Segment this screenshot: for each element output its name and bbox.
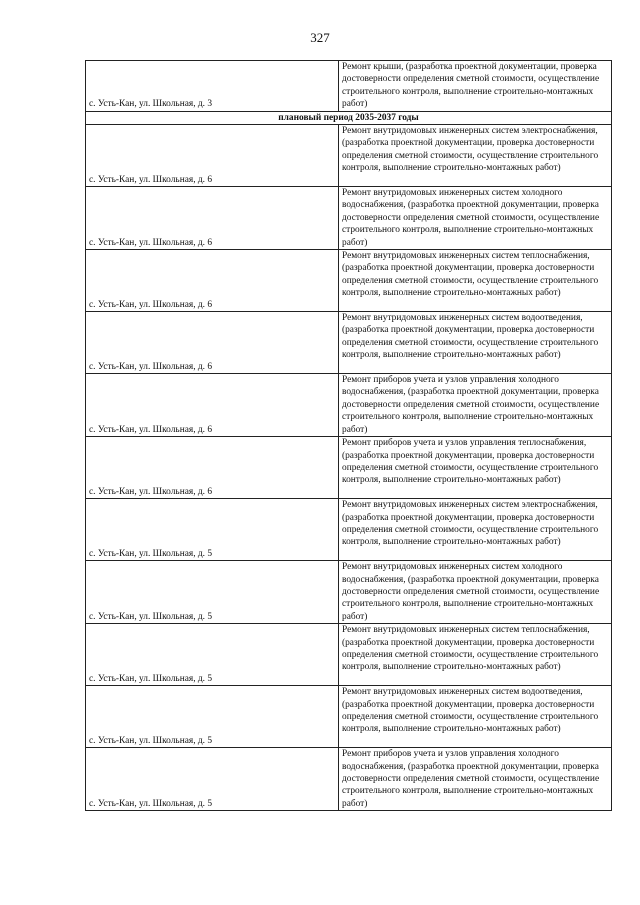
table-row [86, 686, 612, 748]
table-row [86, 125, 612, 187]
address-cell: с. Усть-Кан, ул. Школьная, д. 5 [86, 624, 339, 686]
work-description-cell: Ремонт внутридомовых инженерных систем теплоснабжения, (разработка проектной документации, проверка достоверности определения сметной стоимости, осуществление строительного контроля, выполнение строительно-монтажных работ) [339, 624, 612, 686]
address-cell: с. Усть-Кан, ул. Школьная, д. 6 [86, 187, 339, 250]
address-cell: с. Усть-Кан, ул. Школьная, д. 6 [86, 250, 339, 312]
table-row [86, 61, 612, 112]
table-row [86, 437, 612, 499]
period-header: плановый период 2035-2037 годы [86, 111, 612, 124]
work-description-cell: Ремонт приборов учета и узлов управления холодного водоснабжения, (разработка проектной документации, проверка достоверности определения сметной стоимости, осуществление строительного контроля, выполнение строительно-монтажных работ) [339, 748, 612, 811]
table-row [86, 374, 612, 437]
work-description-cell: Ремонт внутридомовых инженерных систем электроснабжения, (разработка проектной документации, проверка достоверности определения сметной стоимости, осуществление строительного контроля, выполнение строительно-монтажных работ) [339, 499, 612, 561]
address-cell: с. Усть-Кан, ул. Школьная, д. 6 [86, 374, 339, 437]
works-table-body [86, 61, 612, 811]
page-number: 327 [310, 30, 330, 45]
work-description-cell: Ремонт внутридомовых инженерных систем электроснабжения, (разработка проектной документации, проверка достоверности определения сметной стоимости, осуществление строительного контроля, выполнение строительно-монтажных работ) [339, 125, 612, 187]
address-cell: с. Усть-Кан, ул. Школьная, д. 6 [86, 437, 339, 499]
address-cell: с. Усть-Кан, ул. Школьная, д. 5 [86, 748, 339, 811]
work-description-cell: Ремонт внутридомовых инженерных систем теплоснабжения, (разработка проектной документации, проверка достоверности определения сметной стоимости, осуществление строительного контроля, выполнение строительно-монтажных работ) [339, 250, 612, 312]
work-description-cell: Ремонт внутридомовых инженерных систем холодного водоснабжения, (разработка проектной документации, проверка достоверности определения сметной стоимости, осуществление строительного контроля, выполнение строительно-монтажных работ) [339, 187, 612, 250]
address-cell: с. Усть-Кан, ул. Школьная, д. 6 [86, 312, 339, 374]
work-description-cell: Ремонт приборов учета и узлов управления холодного водоснабжения, (разработка проектной документации, проверка достоверности определения сметной стоимости, осуществление строительного контроля, выполнение строительно-монтажных работ) [339, 374, 612, 437]
work-description-cell: Ремонт приборов учета и узлов управления теплоснабжения, (разработка проектной документации, проверка достоверности определения сметной стоимости, осуществление строительного контроля, выполнение строительно-монтажных работ) [339, 437, 612, 499]
works-table [85, 60, 612, 811]
table-row [86, 748, 612, 811]
address-cell: с. Усть-Кан, ул. Школьная, д. 3 [86, 61, 339, 112]
address-cell: с. Усть-Кан, ул. Школьная, д. 5 [86, 499, 339, 561]
table-row [86, 499, 612, 561]
period-header-row [86, 111, 612, 124]
table-row [86, 250, 612, 312]
work-description-cell: Ремонт внутридомовых инженерных систем водоотведения, (разработка проектной документации, проверка достоверности определения сметной стоимости, осуществление строительного контроля, выполнение строительно-монтажных работ) [339, 312, 612, 374]
table-row [86, 624, 612, 686]
table-row [86, 312, 612, 374]
address-cell: с. Усть-Кан, ул. Школьная, д. 6 [86, 125, 339, 187]
table-row [86, 561, 612, 624]
work-description-cell: Ремонт внутридомовых инженерных систем холодного водоснабжения, (разработка проектной документации, проверка достоверности определения сметной стоимости, осуществление строительного контроля, выполнение строительно-монтажных работ) [339, 561, 612, 624]
work-description-cell: Ремонт крыши, (разработка проектной документации, проверка достоверности определения сметной стоимости, осуществление строительного контроля, выполнение строительно-монтажных работ) [339, 61, 612, 112]
table-row [86, 187, 612, 250]
address-cell: с. Усть-Кан, ул. Школьная, д. 5 [86, 686, 339, 748]
work-description-cell: Ремонт внутридомовых инженерных систем водоотведения, (разработка проектной документации, проверка достоверности определения сметной стоимости, осуществление строительного контроля, выполнение строительно-монтажных работ) [339, 686, 612, 748]
address-cell: с. Усть-Кан, ул. Школьная, д. 5 [86, 561, 339, 624]
